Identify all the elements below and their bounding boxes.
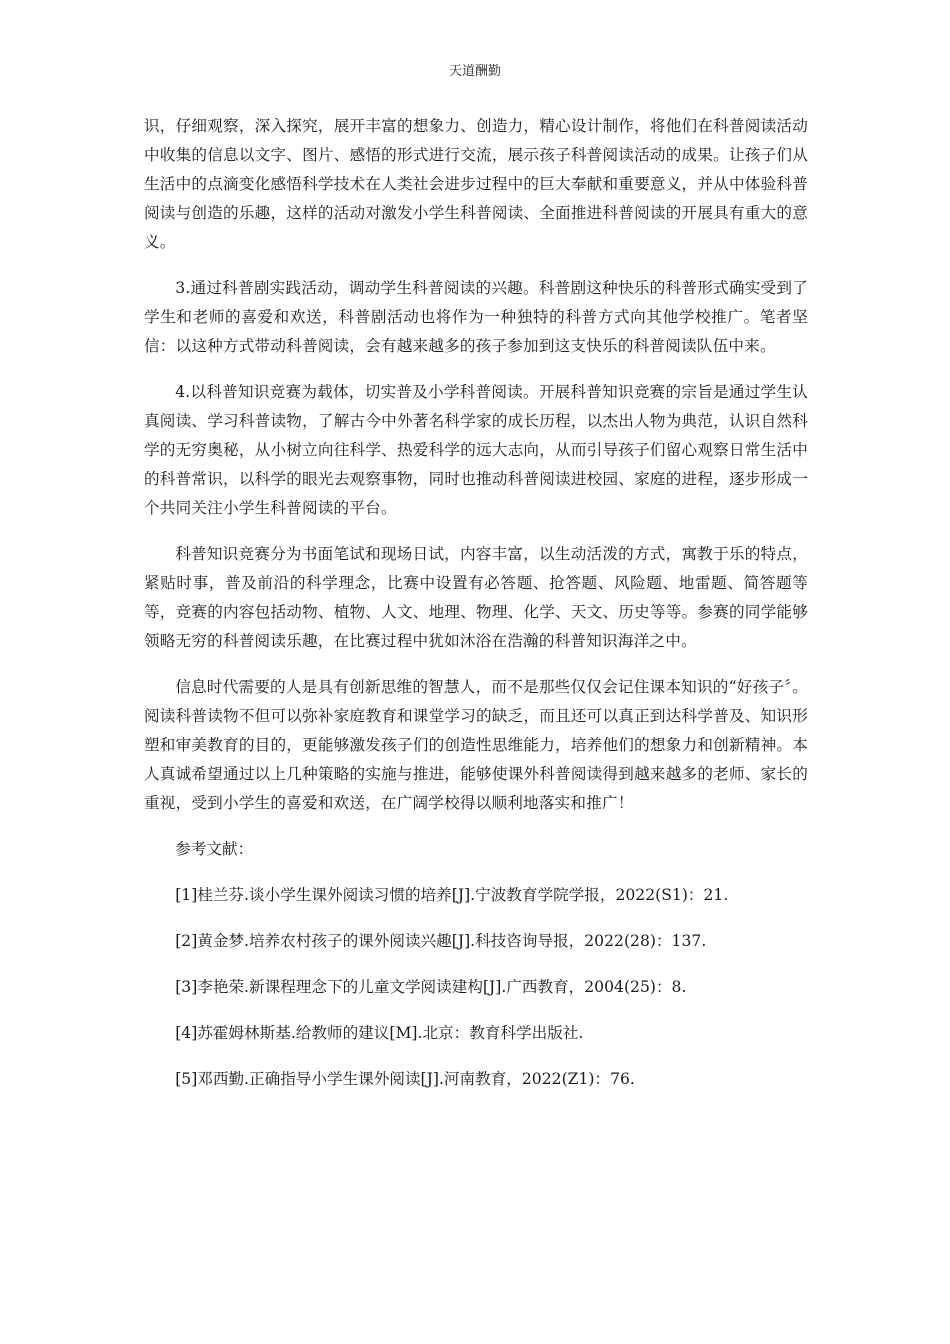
reference-item: [3]李艳荣.新课程理念下的儿童文学阅读建构[J].广西教育，2004(25)：8. [175, 978, 687, 996]
document-body [144, 112, 808, 1111]
page-header: 天道酬勤 [448, 64, 501, 79]
references-title: 参考文献： [175, 840, 254, 858]
paragraph-3: 3.通过科普剧实践活动，调动学生科普阅读的兴趣。科普剧这种快乐的科普形式确实受到了学生和老师的喜爱和欢送，科普剧活动也将作为一种独特的科普方式向其他学校推广。笔者坚信：以这种方式带动科普阅读，会有越来越多的孩子参加到这支快乐的科普阅读队伍中来。 [144, 279, 808, 355]
paragraph-conclusion: 信息时代需要的人是具有创新思维的智慧人，而不是那些仅仅会记住课本知识的“好孩子〞。阅读科普读物不但可以弥补家庭教育和课堂学习的缺乏，而且还可以真正到达科学普及、知识形塑和审美教育的目的，更能够激发孩子们的创造性思维能力，培养他们的想象力和创新精神。本人真诚希望通过以上几种策略的实施与推进，能够使课外科普阅读得到越来越多的老师、家长的重视，受到小学生的喜爱和欢送，在广阔学校得以顺利地落实和推广！ [144, 678, 808, 812]
reference-item: [4]苏霍姆林斯基.给教师的建议[M].北京：教育科学出版社. [175, 1024, 584, 1042]
paragraph-4: 4.以科普知识竞赛为载体，切实普及小学科普阅读。开展科普知识竞赛的宗旨是通过学生认真阅读、学习科普读物，了解古今中外著名科学家的成长历程，以杰出人物为典范，认识自然科学的无穷奥秘，从小树立向往科学、热爱科学的远大志向，从而引导孩子们留心观察日常生活中的科普常识，以科学的眼光去观察事物，同时也推动科普阅读进校园、家庭的进程，逐步形成一个共同关注小学生科普阅读的平台。 [144, 383, 808, 517]
paragraph-continuation: 识，仔细观察，深入探究，展开丰富的想象力、创造力，精心设计制作，将他们在科普阅读活动中收集的信息以文字、图片、感悟的形式进行交流，展示孩子科普阅读活动的成果。让孩子们从生活中的点滴变化感悟科学技术在人类社会进步过程中的巨大奉献和重要意义，并从中体验科普阅读与创造的乐趣，这样的活动对激发小学生科普阅读、全面推进科普阅读的开展具有重大的意义。 [144, 117, 808, 251]
reference-item: [5]邓西勤.正确指导小学生课外阅读[J].河南教育，2022(Z1)：76. [175, 1070, 635, 1088]
paragraph-competition: 科普知识竞赛分为书面笔试和现场日试，内容丰富，以生动活泼的方式，寓教于乐的特点，紧贴时事，普及前沿的科学理念，比赛中设置有必答题、抢答题、风险题、地雷题、简答题等等，竞赛的内容包括动物、植物、人文、地理、物理、化学、天文、历史等等。参赛的同学能够领略无穷的科普阅读乐趣，在比赛过程中犹如沐浴在浩瀚的科普知识海洋之中。 [144, 545, 808, 650]
reference-item: [1]桂兰芬.谈小学生课外阅读习惯的培养[J].宁波教育学院学报，2022(S1)：21. [175, 886, 729, 904]
reference-item: [2]黄金梦.培养农村孩子的课外阅读兴趣[J].科技咨询导报，2022(28)：137. [175, 932, 707, 950]
